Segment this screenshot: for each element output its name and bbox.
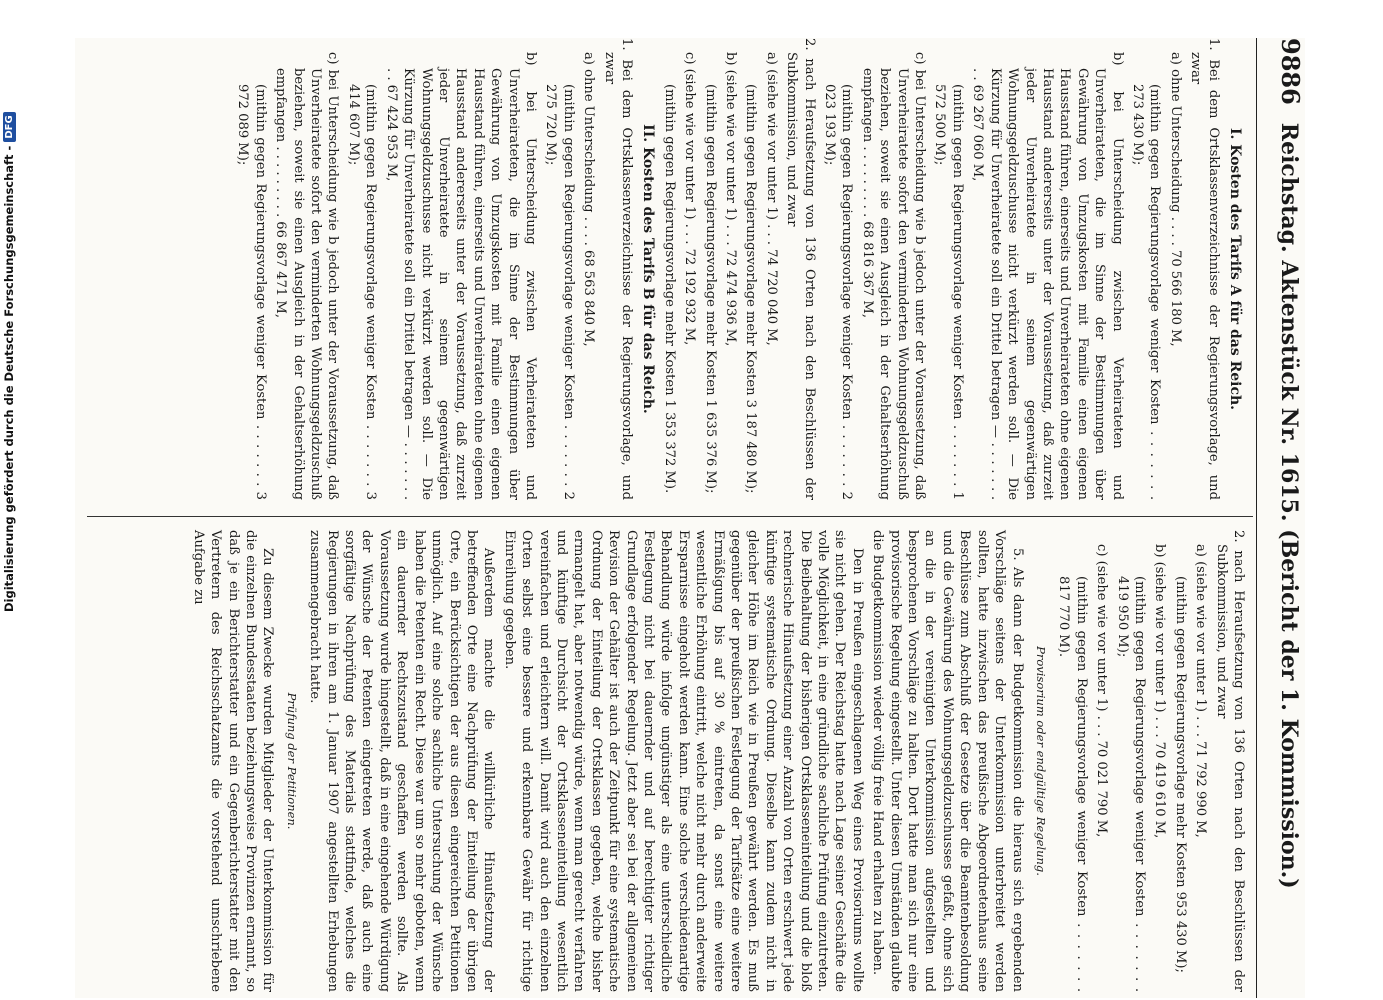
- list-item: c) bei Unterscheidung wie b jedoch unter der Voraussetzung, daß Unverheiratete sofort den verminderten Wohnungsgeldzuschuß beziehen, soweit sie einen Ausgleich in der Gehaltserhöhung empfangen . . . . . . . . . 68 816 367 M,: [859, 52, 928, 500]
- list-item: (mithin gegen Regierungsvorlage weniger Kosten . . . . . . . 419 950 M);: [1114, 576, 1147, 992]
- list-item: (mithin gegen Regierungsvorlage weniger Kosten . . . . . . . 3 414 607 M);: [345, 84, 379, 500]
- list-item: c) (siehe wie vor unter 1) . . . 72 192 932 M,: [682, 52, 698, 346]
- paragraph: Den in Preußen eingeschlagenen Weg eines Provisoriums wollte sie nicht gehen. Der Reichstag hatte nach Lage seiner Geschäfte die volle Möglichkeit, in eine gründliche sachliche Prüfung einzutreten. Die Beibehaltung der bisherigen Ortsklasseneinteilung und die bloß rechnerische Hinaufsetzung einer Anzahl von Orten erschwert jede künftige systematische Ordnung. Dieselbe kann zudem nicht in gleicher Höhe im Reich wie in Preußen gewährt werden. Es muß gegenüber der preußischen Festlegung der Tarifsätze eine weitere Ermäßigung bis auf 30 % eintreten, da sonst eine weitere wesentliche Erhöhung eintritt, welche nicht mehr durch anderweite Ersparnisse eingeholt werden kann. Eine solche verschiedenartige Behandlung würde infolge ungünstiger als eine unterschiedliche Festlegung nicht bei dauernder und auf berechtigter richtiger Grundlage erfolgender Regelung. Jetzt aber sei bei der allgemeinen Revision der Gehälter ist auch der Zeitpunkt für eine systematische Ordnung der Einteilung der Ortsklassen gegeben, welche bisher ermangelt hat, aber notwendig würde, wenn man gerecht verfahren und künftige Durchsicht der Ortsklasseneinteilung wesentlich vereinfachen und erleichtern will. Damit wird auch den einzelnen Orten selbst eine bessere und erkennbare Gewähr für richtige Einreihung gegeben.: [501, 530, 865, 992]
- list-item: a) (siehe wie vor unter 1) . . . 74 720 040 M,: [763, 52, 779, 346]
- list-item: (mithin gegen Regierungsvorlage weniger Kosten . . . . . . . 817 770 M).: [1056, 576, 1089, 992]
- left-column: [231, 38, 1247, 500]
- section-heading: I. Kosten des Tarifs A für das Reich.: [1227, 127, 1243, 411]
- list-item: (mithin gegen Regierungsvorlage weniger Kosten . . . . . . . 273 430 M);: [1129, 84, 1163, 500]
- list-item: (mithin gegen Regierungsvorlage mehr Kosten 1 353 372 M).: [661, 84, 677, 494]
- list-item: 1. Bei dem Ortsklassenverzeichnisse der Regierungsvorlage, und zwar: [601, 38, 634, 500]
- dfg-logo: DFG: [3, 112, 16, 141]
- paragraph: Außerdem machte die willkürliche Hinaufsetzung der betreffenden Orte eine Nachprüfung der Einteilung der übrigen Orte, ein Berücksichtigen der aus diesen eingereichten Petitionen unmöglich. Auf eine solche sachliche Untersuchung der Wünsche haben die Petenten ein Recht. Diese war um so mehr geboten, wenn ein dauernder Rechtszustand geschaffen werden sollte. Als Voraussetzung wurde hingestellt, daß in eine eingehende Würdigung der Wünsche der Petenten eingetreten werde, daß auch eine sorgfältige Nachprüfung des Materials stattfinde, welches die Regierungen in ihren am 1. Januar 1907 angestellten Erhebungen zusammengebracht hatte.: [307, 530, 497, 992]
- list-item: (mithin gegen Regierungsvorlage weniger Kosten . . . . . . . 2 023 193 M);: [822, 84, 855, 500]
- list-item: c) (siehe wie vor unter 1) . . . 70 021 790 M,: [1094, 544, 1110, 838]
- list-item: b) (siehe wie vor unter 1) . . . 72 474 936 M,: [723, 52, 739, 347]
- page-header: [1261, 38, 1305, 998]
- list-item: b) bei Unterscheidung zwischen Verheirateten und Unverheirateten, die im Sinne der Bestimmungen über Gewährung von Umzugskosten mit Familie einen eigenen Hausstand führen, einerseits und Unverheirateten ohne eigenen Hausstand andererseits unter der Voraussetzung, daß zurzeit jeder Unverheiratete in seinem gegenwärtigen Wohnungsgeldzuschusse nicht verkürzt werden soll. — Die Kürzung für Unverheiratete soll ein Drittel betragen — . . . . . . . . . 67 424 953 M,: [383, 52, 538, 500]
- subheading: Provisorium oder endgültige Regelung.: [1033, 646, 1048, 876]
- rotated-document-page: [75, 38, 1305, 998]
- list-item: 2. nach Heraufsetzung von 136 Orten nach den Beschlüssen der Subkommission, und zwar: [1213, 530, 1246, 992]
- list-item: b) bei Unterscheidung zwischen Verheirateten und Unverheirateten, die im Sinne der Bestimmungen über Gewährung von Umzugskosten mit Familie einen eigenen Hausstand führen, einerseits und Unverheirateten ohne eigenen Hausstand andererseits unter der Voraussetzung, daß zurzeit jeder Unverheiratete in seinem gegenwärtigen Wohnungsgeldzuschusse nicht verkürzt werden soll. — Die Kürzung für Unverheiratete soll ein Drittel betragen — . . . . . . . . . 69 267 060 M,: [970, 52, 1125, 500]
- list-item: 1. Bei dem Ortsklassenverzeichnisse der Regierungsvorlage, und zwar: [1188, 38, 1221, 500]
- list-item: (mithin gegen Regierungsvorlage mehr Kosten 1 635 376 M);: [702, 84, 718, 494]
- subheading: Prüfung der Petitionen.: [284, 692, 299, 830]
- paragraph: Zu diesem Zwecke wurden Mitglieder der Unterkommission für die einzelnen Bundesstaaten beziehungsweise Provinzen ernannt, so daß je ein Berichterstatter und ein Gegenberichterstatter mit den Vertretern des Reichsschatzamts die vorstehend umschriebene Aufgabe zu: [190, 530, 276, 992]
- column-divider: [87, 516, 1253, 517]
- footer-text: Digitalisierung gefördert durch die Deutsche Forschungsgemeinschaft -: [2, 145, 16, 612]
- digitization-footer: [2, 112, 16, 612]
- paragraph: 5. Als dann der Budgetkommission die hieraus sich ergebenden Vorschläge seitens der Unterkommission unterbreitet werden sollten, hatte inzwischen das preußische Abgeordnetenhaus seine Beschlüsse zum Abschluß der Gesetze über die Beamtenbesoldung und die Gewährung des Wohnungsgeldzuschusses gefaßt, ohne sich an die in der vereinigten Unterkommission aufgestellten und besprochenen Vorschläge zu halten. Dort hatte man sich nur eine provisorische Regelung eingestellt. Unter diesen Umständen glaubte die Budgetkommission wieder völlig freie Hand erhalten zu haben.: [870, 530, 1025, 992]
- list-item: a) ohne Unterscheidung . . . . 70 566 180 M,: [1167, 52, 1183, 347]
- list-item: (mithin gegen Regierungsvorlage weniger Kosten . . . . . . . 3 972 089 M);: [235, 84, 268, 500]
- list-item: a) ohne Unterscheidung . . . . 68 563 840 M,: [581, 52, 597, 347]
- list-item: c) bei Unterscheidung wie b jedoch unter der Voraussetzung, daß Unverheiratete sofort den verminderten Wohnungsgeldzuschuß beziehen, soweit sie einen Ausgleich in der Gehaltserhöhung empfangen . . . . . . . . . 66 867 471 M,: [273, 52, 341, 500]
- section-heading: II. Kosten des Tarifs B für das Reich.: [640, 124, 657, 414]
- list-item: (mithin gegen Regierungsvorlage mehr Kosten 3 187 480 M);: [743, 84, 759, 494]
- right-column: [186, 530, 1247, 992]
- list-item: 2. nach Heraufsetzung von 136 Orten nach den Beschlüssen der Subkommission, und zwar: [784, 38, 817, 500]
- list-item: b) (siehe wie vor unter 1) . . . 70 419 610 M,: [1152, 544, 1168, 839]
- running-title: Reichstag. Aktenstück Nr. 1615. (Bericht der 1. Kommission.): [1276, 122, 1302, 889]
- list-item: (mithin gegen Regierungsvorlage weniger Kosten . . . . . . . 2 275 720 M);: [543, 84, 576, 500]
- header-rule: [1256, 38, 1257, 998]
- page-number: 9886: [1276, 38, 1305, 105]
- list-item: a) (siehe wie vor unter 1) . . . 71 792 990 M,: [1193, 544, 1209, 838]
- list-item: (mithin gegen Regierungsvorlage mehr Kosten 953 430 M);: [1172, 576, 1188, 973]
- list-item: (mithin gegen Regierungsvorlage weniger Kosten . . . . . . . 1 572 500 M);: [932, 84, 965, 500]
